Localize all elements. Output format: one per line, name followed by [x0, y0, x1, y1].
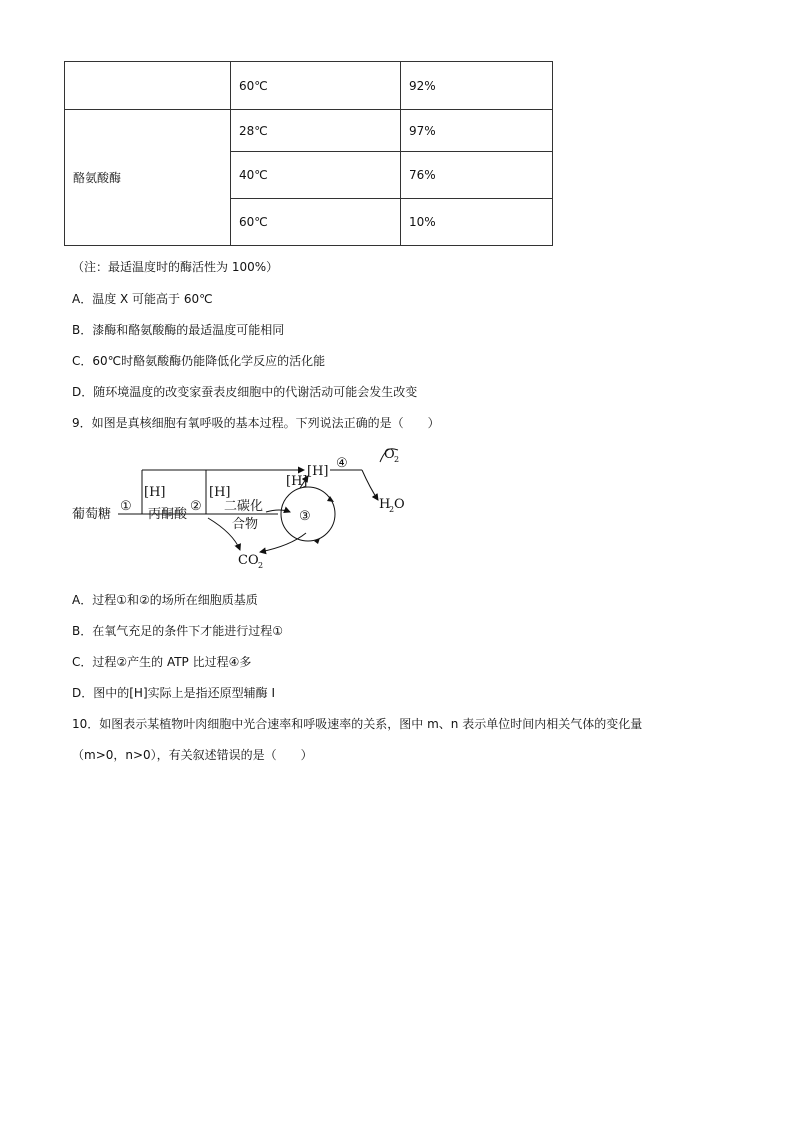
q10-stem-line1: 10．如图表示某植物叶肉细胞中光合速率和呼吸速率的关系，图中 m、n 表示单位时间内相关气体的变化量: [72, 717, 643, 731]
q8-option-d: D．随环境温度的改变家蚕表皮细胞中的代谢活动可能会发生改变: [72, 385, 418, 399]
enzyme-activity-table: [64, 61, 553, 246]
two-carbon-compound-label: 合物: [232, 517, 259, 532]
temperature-cell: 40℃: [231, 152, 401, 199]
activity-cell: 10%: [401, 199, 553, 246]
c2-arrow: [266, 510, 290, 512]
temperature-cell: 28℃: [231, 110, 401, 152]
co2-arrow: [260, 533, 306, 552]
water-label: O: [394, 497, 405, 512]
q8-option-c: C．60℃时酪氨酸酶仍能降低化学反应的活化能: [72, 354, 326, 368]
oxygen-subscript: 2: [394, 455, 400, 464]
co2-label: CO: [238, 553, 259, 568]
two-carbon-compound-label: 二碳化: [224, 499, 264, 514]
step3-label: ③: [299, 509, 311, 524]
table-row: [65, 62, 553, 110]
h-label: [H]: [307, 464, 329, 479]
q9-option-c: C．过程②产生的 ATP 比过程④多: [72, 655, 252, 669]
temperature-cell: 60℃: [231, 62, 401, 110]
step1-label: ①: [120, 499, 132, 514]
water-arrow: [362, 470, 378, 500]
q9-option-b: B．在氧气充足的条件下才能进行过程①: [72, 624, 283, 638]
activity-cell: 76%: [401, 152, 553, 199]
step4-label: ④: [336, 456, 348, 471]
q8-option-b: B．漆酶和酪氨酸酶的最适温度可能相同: [72, 323, 285, 337]
q10-stem-line2: （m>0，n>0），有关叙述错误的是（ ）: [72, 748, 313, 762]
h-label: [H]: [144, 485, 166, 500]
h-label: [H]: [209, 485, 231, 500]
cycle-arrowhead: [327, 496, 334, 502]
aerobic-respiration-diagram: [68, 438, 418, 573]
table-row: [65, 110, 553, 152]
water-label: H: [379, 497, 391, 512]
pyruvate-label: 丙酮酸: [148, 507, 188, 522]
co2-subscript: 2: [258, 561, 264, 570]
temperature-cell: 60℃: [231, 199, 401, 246]
enzyme-cell: [65, 62, 231, 110]
h-label: [H]: [286, 474, 308, 489]
oxygen-label: O: [384, 447, 395, 462]
q9-stem: 9．如图是真核细胞有氧呼吸的基本过程。下列说法正确的是（ ）: [72, 416, 440, 430]
enzyme-cell: 酪氨酸酶: [65, 110, 231, 246]
q8-option-a: A．温度 X 可能高于 60℃: [72, 292, 213, 306]
q9-option-a: A．过程①和②的场所在细胞质基质: [72, 593, 258, 607]
cycle-arrowhead: [314, 538, 320, 544]
activity-cell: 97%: [401, 110, 553, 152]
glucose-label: 葡萄糖: [72, 507, 112, 522]
step2-label: ②: [190, 499, 202, 514]
activity-cell: 92%: [401, 62, 553, 110]
q9-option-d: D．图中的[H]实际上是指还原型辅酶 I: [72, 686, 275, 700]
water-subscript: 2: [389, 505, 395, 514]
table-note: （注：最适温度时的酶活性为 100%）: [72, 260, 279, 274]
